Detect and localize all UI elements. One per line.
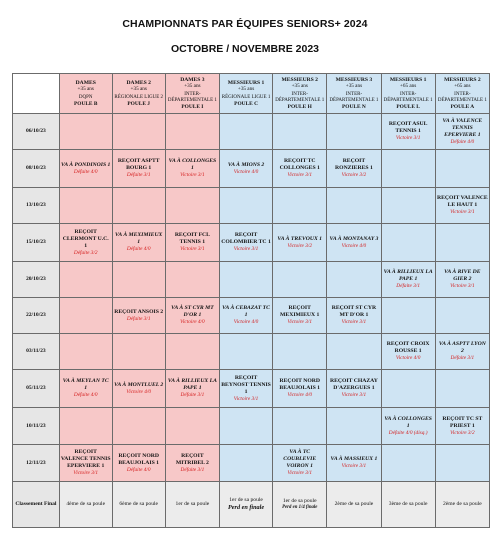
match-opponent: REÇOIT COLOMBIER TC 1 bbox=[221, 232, 271, 246]
final-note: Perd en finale bbox=[228, 504, 265, 512]
match-date: 05/11/23 bbox=[13, 370, 60, 408]
match-opponent: VA À RIVE DE GIER 2 bbox=[444, 269, 481, 283]
final-rank-cell bbox=[165, 482, 219, 528]
final-rank: 1er de sa poule bbox=[175, 501, 210, 508]
match-cell bbox=[220, 408, 273, 445]
match-cell bbox=[220, 224, 273, 262]
schedule-table bbox=[12, 73, 490, 528]
match-result: Victoire 3/2 bbox=[287, 242, 313, 249]
match-cell bbox=[381, 370, 435, 408]
team-name: MESSIEURS 1 bbox=[389, 76, 427, 83]
match-opponent: VA À COLLONGES 1 bbox=[384, 415, 432, 429]
match-cell bbox=[59, 262, 112, 298]
team-age: +35 ans bbox=[77, 86, 94, 93]
match-result: Défaite 4/0 bbox=[126, 466, 151, 473]
match-row bbox=[13, 150, 490, 188]
team-age: +65 ans bbox=[454, 83, 471, 90]
match-cell bbox=[435, 188, 489, 224]
match-opponent: REÇOIT ANSOIS 2 bbox=[114, 308, 164, 315]
final-rank: 1er de sa poule bbox=[282, 498, 317, 505]
match-cell bbox=[273, 224, 327, 262]
match-cell bbox=[112, 224, 165, 262]
match-cell bbox=[435, 262, 489, 298]
match-cell bbox=[327, 188, 381, 224]
team-division: INTER-DÉPARTEMENTALE 1 bbox=[437, 91, 487, 103]
team-age: +35 ans bbox=[130, 86, 147, 93]
match-cell bbox=[59, 298, 112, 334]
match-cell bbox=[165, 114, 219, 150]
match-cell bbox=[112, 262, 165, 298]
match-result: Victoire 4/0 bbox=[180, 319, 205, 326]
match-row bbox=[13, 224, 490, 262]
final-rank: 2ème de sa poule bbox=[334, 501, 374, 508]
team-header bbox=[435, 74, 489, 114]
match-opponent: REÇOIT ASPTT BOURG 1 bbox=[117, 158, 160, 172]
match-result: Défaite 3/1 bbox=[180, 392, 205, 399]
final-rank-cell bbox=[112, 482, 165, 528]
match-cell bbox=[165, 298, 219, 334]
match-cell bbox=[435, 298, 489, 334]
match-result: Victoire 3/1 bbox=[233, 246, 259, 253]
team-header bbox=[112, 74, 165, 114]
match-row bbox=[13, 298, 490, 334]
match-opponent: REÇOIT NORD BEAUJOLAIS 1 bbox=[279, 378, 321, 392]
match-cell bbox=[273, 445, 327, 482]
match-cell bbox=[220, 114, 273, 150]
match-opponent: VA À MASSIEUX 1 bbox=[330, 456, 378, 463]
match-cell bbox=[327, 262, 381, 298]
header-row bbox=[13, 74, 490, 114]
match-cell bbox=[273, 298, 327, 334]
match-result: Victoire 4/0 bbox=[126, 388, 151, 395]
match-cell bbox=[273, 188, 327, 224]
match-opponent: REÇOIT FCL TENNIS 1 bbox=[174, 232, 210, 246]
match-cell bbox=[273, 150, 327, 188]
team-division: INTER-DÉPARTEMENTALE 1 bbox=[383, 91, 433, 103]
match-result: Victoire 3/1 bbox=[73, 470, 98, 477]
match-result: Victoire 3/1 bbox=[233, 395, 259, 402]
match-cell bbox=[435, 370, 489, 408]
match-date: 15/10/23 bbox=[13, 224, 60, 262]
team-age: +35 ans bbox=[184, 83, 201, 90]
match-cell bbox=[112, 445, 165, 482]
match-result: Défaite 3/1 bbox=[126, 315, 151, 322]
match-cell bbox=[165, 408, 219, 445]
match-cell bbox=[435, 334, 489, 370]
match-result: Défaite 3/2 bbox=[73, 249, 98, 256]
match-cell bbox=[165, 370, 219, 408]
match-cell bbox=[112, 114, 165, 150]
team-division: RÉGIONALE LIGUE 2 bbox=[114, 94, 164, 100]
match-cell bbox=[381, 114, 435, 150]
match-row bbox=[13, 370, 490, 408]
final-rank: 6ème de sa poule bbox=[119, 501, 159, 508]
match-cell bbox=[59, 370, 112, 408]
match-result: Victoire 4/0 bbox=[233, 168, 259, 175]
match-result: Victoire 3/1 bbox=[287, 319, 313, 326]
match-cell bbox=[220, 188, 273, 224]
page-title: CHAMPIONNATS PAR ÉQUIPES SENIORS+ 2024 bbox=[122, 18, 368, 30]
match-cell bbox=[165, 224, 219, 262]
match-cell bbox=[327, 408, 381, 445]
team-division: DQPN bbox=[78, 94, 93, 100]
team-name: MESSIEURS 2 bbox=[281, 76, 318, 83]
match-opponent: REÇOIT CROIX ROUSSE 1 bbox=[386, 341, 430, 355]
team-header bbox=[273, 74, 327, 114]
team-header bbox=[165, 74, 219, 114]
team-age: +35 ans bbox=[291, 83, 308, 90]
match-opponent: VA À MEYLAN TC 1 bbox=[62, 378, 109, 392]
final-rank-cell bbox=[273, 482, 327, 528]
match-cell bbox=[273, 114, 327, 150]
team-age: +65 ans bbox=[399, 83, 417, 90]
match-cell bbox=[59, 224, 112, 262]
match-cell bbox=[381, 188, 435, 224]
match-cell bbox=[381, 298, 435, 334]
match-cell bbox=[327, 298, 381, 334]
match-cell bbox=[327, 334, 381, 370]
match-opponent: VA À VALENCE TENNIS EPERVIERE 1 bbox=[442, 117, 483, 138]
match-cell bbox=[327, 224, 381, 262]
match-opponent: REÇOIT ASUL TENNIS 1 bbox=[388, 121, 428, 135]
match-cell bbox=[327, 114, 381, 150]
match-cell bbox=[220, 334, 273, 370]
match-opponent: REÇOIT ST CYR MT D'OR 1 bbox=[331, 305, 377, 319]
match-result: Victoire 3/1 bbox=[341, 392, 367, 399]
match-row bbox=[13, 334, 490, 370]
match-cell bbox=[327, 370, 381, 408]
final-rank: 3ème de sa poule bbox=[388, 501, 428, 508]
match-cell bbox=[59, 114, 112, 150]
match-result: Victoire 4/0 bbox=[395, 355, 421, 362]
match-opponent: VA À RILLIEUX LA PAPE 1 bbox=[167, 378, 217, 392]
match-cell bbox=[220, 370, 273, 408]
match-opponent: VA À MEXIMIEUX 1 bbox=[115, 232, 163, 246]
match-result: Victoire 4/0 bbox=[341, 242, 367, 249]
match-row bbox=[13, 262, 490, 298]
match-cell bbox=[112, 188, 165, 224]
match-cell bbox=[220, 150, 273, 188]
match-opponent: VA À ST CYR MT D'OR 1 bbox=[171, 305, 214, 319]
match-result: Victoire 4/0 bbox=[233, 319, 259, 326]
match-date: 20/10/23 bbox=[13, 262, 60, 298]
match-result: Victoire 3/1 bbox=[450, 283, 475, 290]
match-result: Victoire 3/1 bbox=[450, 209, 475, 216]
match-result: Défaite 3/1 bbox=[396, 283, 420, 290]
match-result: Victoire 3/1 bbox=[180, 246, 205, 253]
match-result: Victoire 3/1 bbox=[341, 463, 367, 470]
team-header bbox=[381, 74, 435, 114]
match-opponent: VA À MONTLUEL 2 bbox=[114, 381, 164, 388]
match-cell bbox=[165, 334, 219, 370]
team-division: RÉGIONALE LIGUE 1 bbox=[221, 94, 271, 100]
match-cell bbox=[273, 334, 327, 370]
match-opponent: REÇOIT TC COLLONGES 1 bbox=[279, 158, 320, 172]
match-cell bbox=[112, 334, 165, 370]
final-rank: 1er de sa poule bbox=[229, 497, 263, 504]
corner-cell bbox=[13, 74, 60, 114]
final-rank-cell bbox=[381, 482, 435, 528]
match-opponent: REÇOIT BEYNOST TENNIS 1 bbox=[221, 374, 271, 395]
match-result: Défaite 3/1 bbox=[126, 172, 151, 179]
match-result: Défaite 4/0 bbox=[73, 168, 98, 175]
team-poule: POULE C bbox=[234, 100, 258, 107]
match-result: Victoire 3/2 bbox=[450, 429, 475, 436]
team-poule: POULE H bbox=[287, 103, 312, 110]
match-opponent: VA À COLLONGES 1 bbox=[168, 158, 217, 172]
team-division: INTER-DÉPARTEMENTALE 1 bbox=[167, 91, 217, 103]
schedule-body bbox=[13, 74, 490, 528]
final-rank: 4ème de sa poule bbox=[66, 501, 106, 508]
match-opponent: VA À RILLIEUX LA PAPE 1 bbox=[383, 269, 433, 283]
match-cell bbox=[435, 114, 489, 150]
match-cell bbox=[59, 188, 112, 224]
match-date: 06/10/23 bbox=[13, 114, 60, 150]
match-date: 12/11/23 bbox=[13, 445, 60, 482]
match-result: Défaite 3/1 bbox=[450, 355, 475, 362]
team-name: DAMES 2 bbox=[126, 79, 151, 86]
match-opponent: REÇOIT RONZIERES 1 bbox=[335, 158, 373, 172]
team-division: INTER-DÉPARTEMENTALE 1 bbox=[275, 91, 325, 103]
final-row bbox=[13, 482, 490, 528]
match-result: Victoire 4/0 bbox=[287, 392, 313, 399]
match-result: Défaite 3/1 bbox=[180, 466, 205, 473]
team-poule: POULE J bbox=[127, 100, 151, 107]
match-cell bbox=[273, 262, 327, 298]
team-header bbox=[327, 74, 381, 114]
match-opponent: REÇOIT VALENCE LE HAUT 1 bbox=[437, 195, 488, 209]
match-date: 10/11/23 bbox=[13, 408, 60, 445]
match-opponent: REÇOIT VALENCE TENNIS EPERVIERE 1 bbox=[60, 449, 111, 470]
match-opponent: VA À TREVOUX 1 bbox=[277, 235, 323, 242]
match-cell bbox=[112, 150, 165, 188]
match-row bbox=[13, 188, 490, 224]
match-opponent: VA À TC COUBLEVIE VOIRON 1 bbox=[283, 449, 317, 470]
match-cell bbox=[59, 150, 112, 188]
match-row bbox=[13, 408, 490, 445]
final-rank-cell bbox=[59, 482, 112, 528]
match-opponent: REÇOIT CHAZAY D'AZERGUES 1 bbox=[329, 378, 378, 392]
match-cell bbox=[59, 408, 112, 445]
match-cell bbox=[165, 262, 219, 298]
team-header bbox=[220, 74, 273, 114]
match-cell bbox=[59, 334, 112, 370]
match-cell bbox=[220, 445, 273, 482]
team-poule: POULE N bbox=[342, 103, 366, 110]
team-division: INTER-DÉPARTEMENTALE 1 bbox=[329, 91, 379, 103]
match-date: 22/10/23 bbox=[13, 298, 60, 334]
match-cell bbox=[220, 298, 273, 334]
match-date: 13/10/23 bbox=[13, 188, 60, 224]
match-opponent: REÇOIT MITRIBEL 2 bbox=[175, 452, 209, 466]
match-result: Défaite 4/0 bbox=[450, 138, 475, 145]
match-opponent: VA À CEBAZAT TC 1 bbox=[222, 305, 270, 319]
team-poule: POULE L bbox=[396, 103, 420, 110]
final-rank-cell bbox=[220, 482, 273, 528]
final-note: Perd en 1/4 finale bbox=[282, 504, 318, 510]
match-opponent: REÇOIT TC ST PRIEST 1 bbox=[442, 415, 483, 429]
final-rank-cell bbox=[327, 482, 381, 528]
match-cell bbox=[381, 334, 435, 370]
match-result: Victoire 3/2 bbox=[341, 172, 367, 179]
team-name: DAMES bbox=[75, 79, 96, 86]
match-cell bbox=[273, 370, 327, 408]
team-name: MESSIEURS 1 bbox=[227, 79, 265, 86]
match-result: Victoire 3/1 bbox=[180, 172, 205, 179]
match-cell bbox=[273, 408, 327, 445]
match-cell bbox=[381, 408, 435, 445]
match-opponent: REÇOIT NORD BEAUJOLAIS 1 bbox=[118, 452, 160, 466]
team-poule: POULE B bbox=[73, 100, 98, 107]
match-cell bbox=[59, 445, 112, 482]
match-opponent: VA À ASPTT LYON 2 bbox=[438, 341, 486, 355]
match-result: Défaite 4/0 bbox=[126, 246, 151, 253]
match-cell bbox=[327, 150, 381, 188]
match-opponent: REÇOIT MEXIMIEUX 1 bbox=[280, 305, 320, 319]
match-result: Défaite 4/0 bbox=[73, 392, 98, 399]
match-cell bbox=[112, 370, 165, 408]
match-opponent: VA À MONTANAY 3 bbox=[329, 235, 379, 242]
match-cell bbox=[220, 262, 273, 298]
match-row bbox=[13, 445, 490, 482]
final-rank: 2ème de sa poule bbox=[443, 501, 482, 508]
team-name: MESSIEURS 3 bbox=[335, 76, 373, 83]
match-cell bbox=[435, 445, 489, 482]
match-date: 08/10/23 bbox=[13, 150, 60, 188]
match-result: Victoire 3/1 bbox=[395, 135, 421, 142]
team-name: DAMES 3 bbox=[180, 76, 205, 83]
team-poule: POULE I bbox=[181, 103, 204, 110]
match-result: Victoire 3/1 bbox=[287, 172, 313, 179]
final-rank-cell bbox=[435, 482, 489, 528]
match-cell bbox=[435, 150, 489, 188]
match-cell bbox=[381, 262, 435, 298]
final-label: Classement Final bbox=[13, 482, 60, 528]
match-cell bbox=[165, 445, 219, 482]
match-cell bbox=[435, 408, 489, 445]
match-cell bbox=[112, 298, 165, 334]
match-cell bbox=[327, 445, 381, 482]
match-opponent: VA À MIONS 2 bbox=[227, 161, 265, 168]
team-age: +35 ans bbox=[345, 83, 363, 90]
team-name: MESSIEURS 2 bbox=[444, 76, 481, 83]
team-poule: POULE A bbox=[450, 103, 475, 110]
page-subtitle: OCTOBRE / NOVEMBRE 2023 bbox=[170, 43, 319, 55]
match-cell bbox=[435, 224, 489, 262]
match-cell bbox=[381, 224, 435, 262]
match-cell bbox=[165, 150, 219, 188]
team-header bbox=[59, 74, 112, 114]
match-opponent: VA À PONDINOIS 1 bbox=[61, 161, 111, 168]
match-cell bbox=[381, 445, 435, 482]
match-cell bbox=[165, 188, 219, 224]
match-date: 03/11/23 bbox=[13, 334, 60, 370]
team-age: +35 ans bbox=[237, 86, 255, 93]
match-result: Victoire 3/1 bbox=[287, 470, 313, 477]
match-result: Défaite 4/0 (disq.) bbox=[388, 429, 428, 436]
match-result: Victoire 3/1 bbox=[341, 319, 367, 326]
match-row bbox=[13, 114, 490, 150]
match-opponent: REÇOIT CLERMONT U.C. 1 bbox=[62, 228, 109, 249]
match-cell bbox=[381, 150, 435, 188]
match-cell bbox=[112, 408, 165, 445]
